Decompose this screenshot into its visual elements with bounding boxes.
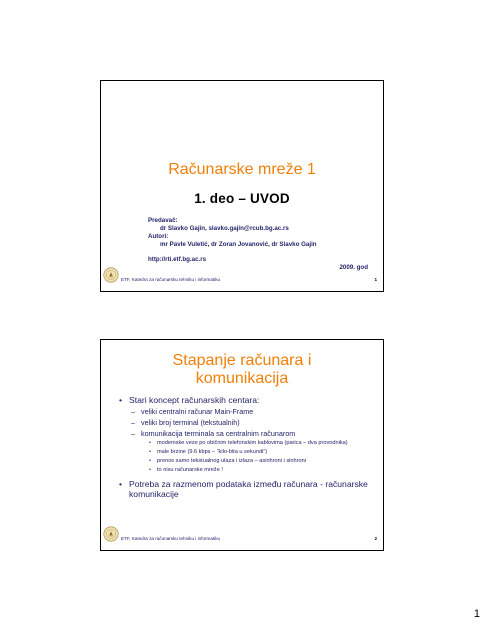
slide-2-title-line-2: komunikacija <box>195 370 289 387</box>
etf-logo-icon <box>103 526 119 542</box>
slide-2-body <box>119 395 379 501</box>
slide-2-footer <box>103 526 377 548</box>
slide-1-footer <box>103 267 377 289</box>
authors-label: Autori: <box>148 233 169 240</box>
slide-1-page-number: 1 <box>374 277 377 282</box>
bullet-1-sub-3-item-2: • male brzine (9.6 kbps – “kilo-bita u sekundi”) <box>119 449 379 456</box>
etf-logo-icon <box>103 267 119 283</box>
bullet-1-sub-2: – veliki broj terminal (tekstualnih) <box>119 418 379 427</box>
authors: mr Pavle Vuletić, dr Zoran Jovanović, dr Slavko Gajin <box>160 241 317 248</box>
slide-1-footer-text: ETF, Katedra za računarsku tehniku i informatiku <box>121 277 221 282</box>
slide-2-page-number: 2 <box>374 536 377 541</box>
slide-2 <box>100 339 384 551</box>
bullet-1-sub-3-item-3: • prenos samo tekstualnog ulaza i izlaza – asinhroni i sinhroni <box>119 458 379 465</box>
bullet-1-sub-3-item-1: • modemske veze po običnim telefonskim kablovima (parica – dva provodnika) <box>119 440 379 447</box>
lecturer-label: Predavač: <box>148 217 178 224</box>
slide-2-title-line-1: Stapanje računara i <box>172 352 312 369</box>
lecturer: dr Slavko Gajin, slavko.gajin@rcub.bg.ac.rs <box>160 225 289 232</box>
page-number: 1 <box>473 608 480 620</box>
slide-1-info <box>148 217 368 272</box>
slide-1-subtitle: 1. deo – UVOD <box>194 191 290 206</box>
bullet-2: • Potreba za razmenom podataka između računara - računarske komunikacije <box>119 479 379 499</box>
year: 2009. god <box>339 264 368 271</box>
bullet-1: • Stari koncept računarskih centara: <box>119 395 379 405</box>
bullet-1-sub-1: – veliki centralni računar Main-Frame <box>119 407 379 416</box>
slide-1 <box>100 80 384 292</box>
slide-1-title: Računarske mreže 1 <box>168 161 316 178</box>
course-url: http://rti.etf.bg.ac.rs <box>148 256 207 263</box>
slide-2-title <box>101 352 383 388</box>
slide-2-footer-text: ETF, Katedra za računarsku tehniku i informatiku <box>121 536 221 541</box>
bullet-1-sub-3-item-4: • to nisu računarske mreže ! <box>119 467 379 474</box>
bullet-1-sub-3: – komunikacija terminala sa centralnim računarom <box>119 429 379 438</box>
